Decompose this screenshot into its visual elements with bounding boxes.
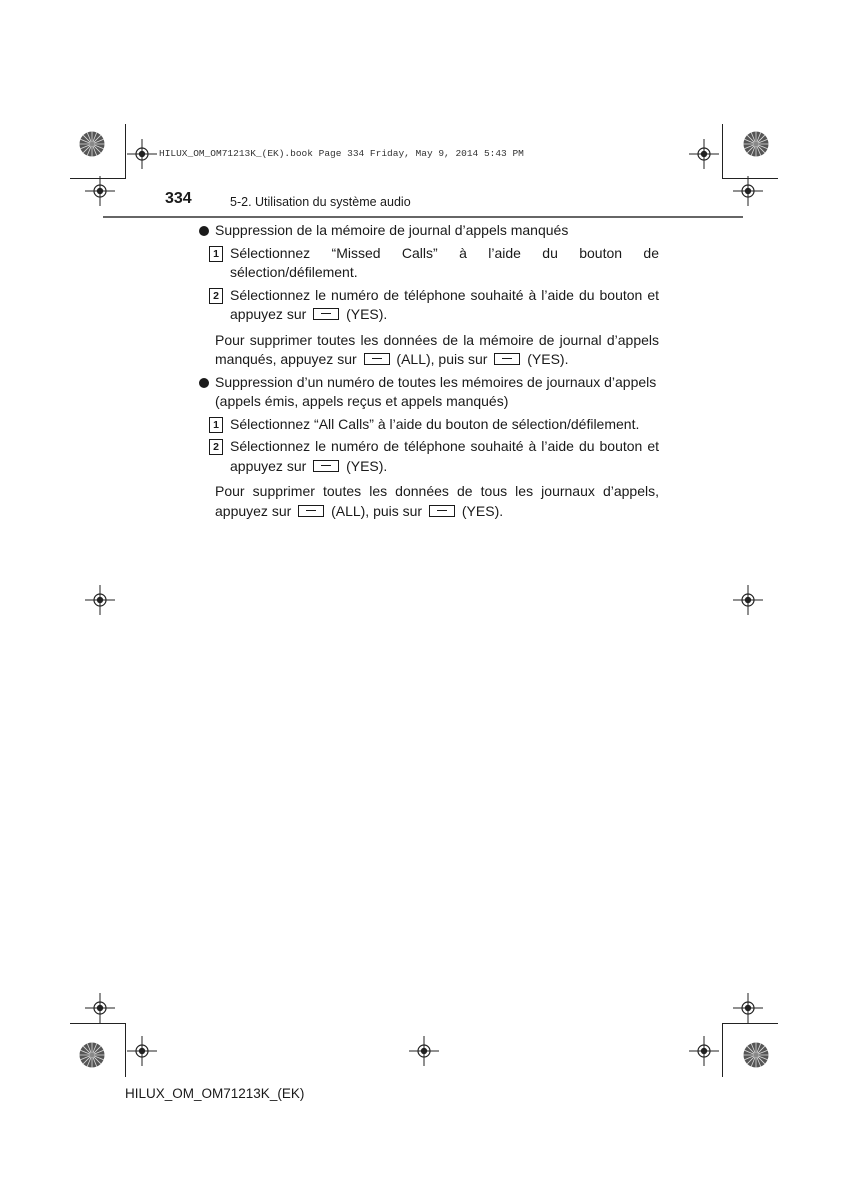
note-text: (ALL), puis sur bbox=[396, 351, 488, 367]
bullet-heading: Suppression de la mémoire de journal d’appels manqués bbox=[197, 221, 659, 241]
registration-mark-icon bbox=[689, 139, 719, 169]
note-text: Pour supprimer toutes les données de la mémoire de journal d’appels manqués, appuyez sur bbox=[215, 331, 659, 367]
registration-mark-icon bbox=[409, 1036, 439, 1066]
step bbox=[197, 286, 659, 325]
section-all-calls bbox=[197, 373, 659, 522]
step-number: 2 bbox=[209, 288, 223, 304]
note-text: (YES). bbox=[527, 351, 569, 367]
registration-mark-icon bbox=[127, 1036, 157, 1066]
step-number: 1 bbox=[209, 246, 223, 262]
phone-key-icon bbox=[313, 460, 339, 472]
print-rosette-icon bbox=[743, 1042, 769, 1068]
phone-key-icon bbox=[429, 505, 455, 517]
step-text: Sélectionnez le numéro de téléphone souhaité à l’aide du bouton et appuyez sur bbox=[230, 286, 659, 322]
registration-mark-icon bbox=[85, 585, 115, 615]
step-number: 2 bbox=[209, 439, 223, 455]
step-text: (YES). bbox=[346, 306, 388, 322]
step-text: (YES). bbox=[346, 457, 388, 474]
footer-code: HILUX_OM_OM71213K_(EK) bbox=[125, 1086, 305, 1101]
crop-mark bbox=[722, 178, 778, 179]
bullet-heading: Suppression d’un numéro de toutes les mémoires de journaux d’appels (appels émis, appels reçus et appels manqués) bbox=[197, 373, 659, 412]
note bbox=[197, 482, 659, 521]
print-rosette-icon bbox=[743, 131, 769, 157]
step-text: Sélectionnez “All Calls” à l’aide du bouton de sélection/défilement. bbox=[230, 415, 640, 432]
registration-mark-icon bbox=[733, 176, 763, 206]
registration-mark-icon bbox=[733, 993, 763, 1023]
crop-mark bbox=[70, 178, 126, 179]
note-text: (ALL), puis sur bbox=[331, 502, 423, 519]
crop-mark bbox=[125, 1023, 126, 1077]
registration-mark-icon bbox=[85, 993, 115, 1023]
registration-mark-icon bbox=[85, 176, 115, 206]
step-number: 1 bbox=[209, 417, 223, 433]
crop-mark bbox=[722, 1023, 778, 1024]
section-missed-calls bbox=[197, 221, 659, 370]
crop-mark bbox=[125, 124, 126, 178]
phone-key-icon bbox=[494, 353, 520, 365]
registration-mark-icon bbox=[127, 139, 157, 169]
step-text: Sélectionnez “Missed Calls” à l’aide du bouton de sélection/défilement. bbox=[230, 244, 659, 280]
print-rosette-icon bbox=[79, 1042, 105, 1068]
registration-mark-icon bbox=[733, 585, 763, 615]
section-title: 5-2. Utilisation du système audio bbox=[230, 195, 411, 209]
phone-key-icon bbox=[313, 308, 339, 320]
header-rule bbox=[103, 216, 743, 218]
crop-mark bbox=[722, 1023, 723, 1077]
note-text: (YES). bbox=[461, 502, 504, 519]
registration-mark-icon bbox=[689, 1036, 719, 1066]
phone-key-icon bbox=[298, 505, 324, 517]
note bbox=[197, 331, 659, 370]
page-number: 334 bbox=[165, 190, 192, 207]
crop-mark bbox=[722, 124, 723, 178]
content bbox=[197, 221, 659, 524]
note-text: Pour supprimer toutes les données de tous les journaux d’appels, appuyez sur bbox=[215, 483, 659, 519]
step bbox=[197, 415, 659, 435]
print-rosette-icon bbox=[79, 131, 105, 157]
phone-key-icon bbox=[364, 353, 390, 365]
print-header: HILUX_OM_OM71213K_(EK).book Page 334 Friday, May 9, 2014 5:43 PM bbox=[159, 148, 524, 159]
crop-mark bbox=[70, 1023, 126, 1024]
step bbox=[197, 437, 659, 476]
step-text: Sélectionnez le numéro de téléphone souhaité à l’aide du bouton et appuyez sur bbox=[230, 438, 659, 474]
step bbox=[197, 244, 659, 283]
